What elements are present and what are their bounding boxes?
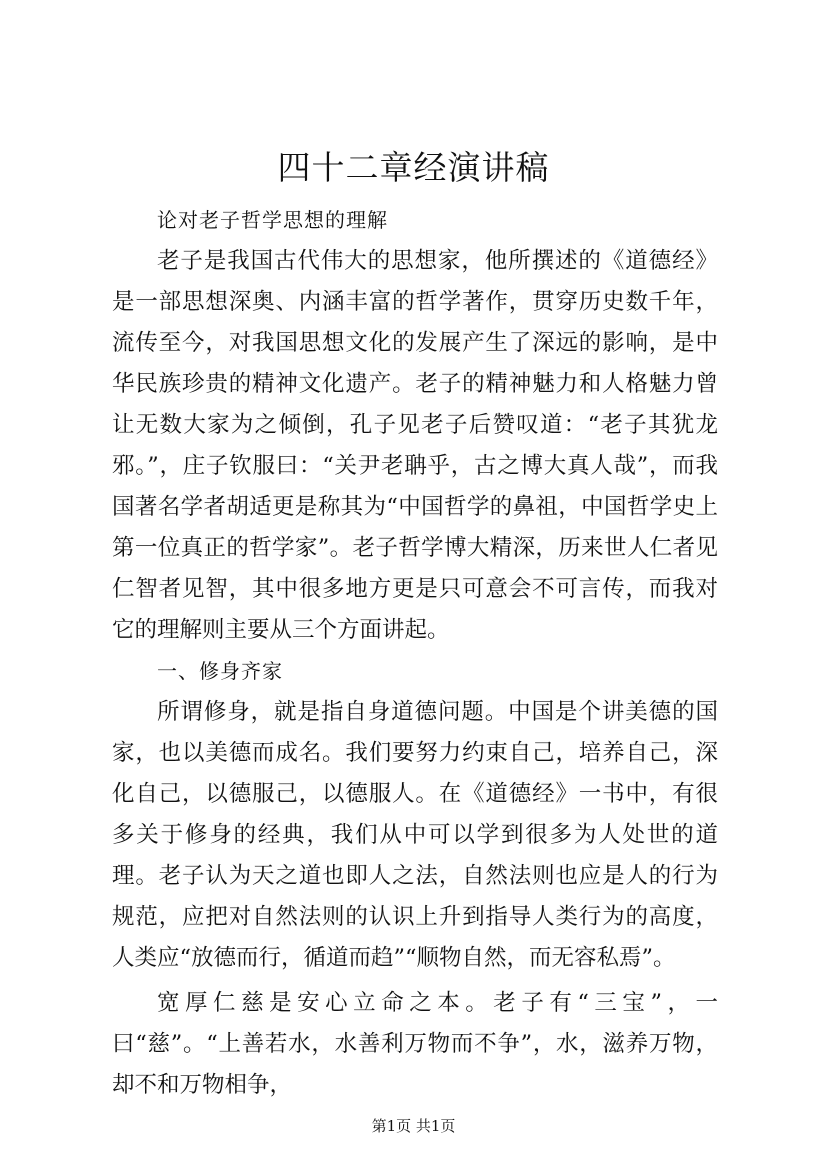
page-number-footer: 第1页 共1页 <box>371 1117 456 1135</box>
intro-paragraph: 老子是我国古代伟大的思想家，他所撰述的《道德经》是一部思想深奥、内涵丰富的哲学著作，贯穿历史数千年，流传至今，对我国思想文化的发展产生了深远的影响，是中华民族珍贵的精神文化遗产。老子的精神魅力和人格魅力曾让无数大家为之倾倒，孔子见老子后赞叹道：“老子其犹龙邪。”，庄子钦服曰：“关尹老聃乎，古之博大真人哉”，而我国著名学者胡适更是称其为“中国哲学的鼻祖，中国哲学史上第一位真正的哲学家”。老子哲学博大精深，历来世人仁者见仁智者见智，其中很多地方更是只可意会不可言传，而我对它的理解则主要从三个方面讲起。 <box>112 248 718 643</box>
section-paragraph: 宽厚仁慈是安心立命之本。老子有“三宝”，一曰“慈”。“上善若水，水善利万物而不争”，水，滋养万物，却不和万物相争， <box>112 990 718 1098</box>
document-body <box>112 200 718 1106</box>
document-title: 四十二章经演讲稿 <box>277 148 550 187</box>
section-heading: 一、修身齐家 <box>157 659 283 683</box>
section-paragraph: 所谓修身，就是指自身道德问题。中国是个讲美德的国家，也以美德而成名。我们要努力约束自己，培养自己，深化自己，以德服己，以德服人。在《道德经》一书中，有很多关于修身的经典，我们从中可以学到很多为人处世的道理。老子认为天之道也即人之法，自然法则也应是人的行为规范，应把对自然法则的认识上升到指导人类行为的高度，人类应“放德而行，循道而趋”“顺物自然，而无容私焉”。 <box>112 699 718 971</box>
document-subtitle: 论对老子哲学思想的理解 <box>157 208 388 232</box>
